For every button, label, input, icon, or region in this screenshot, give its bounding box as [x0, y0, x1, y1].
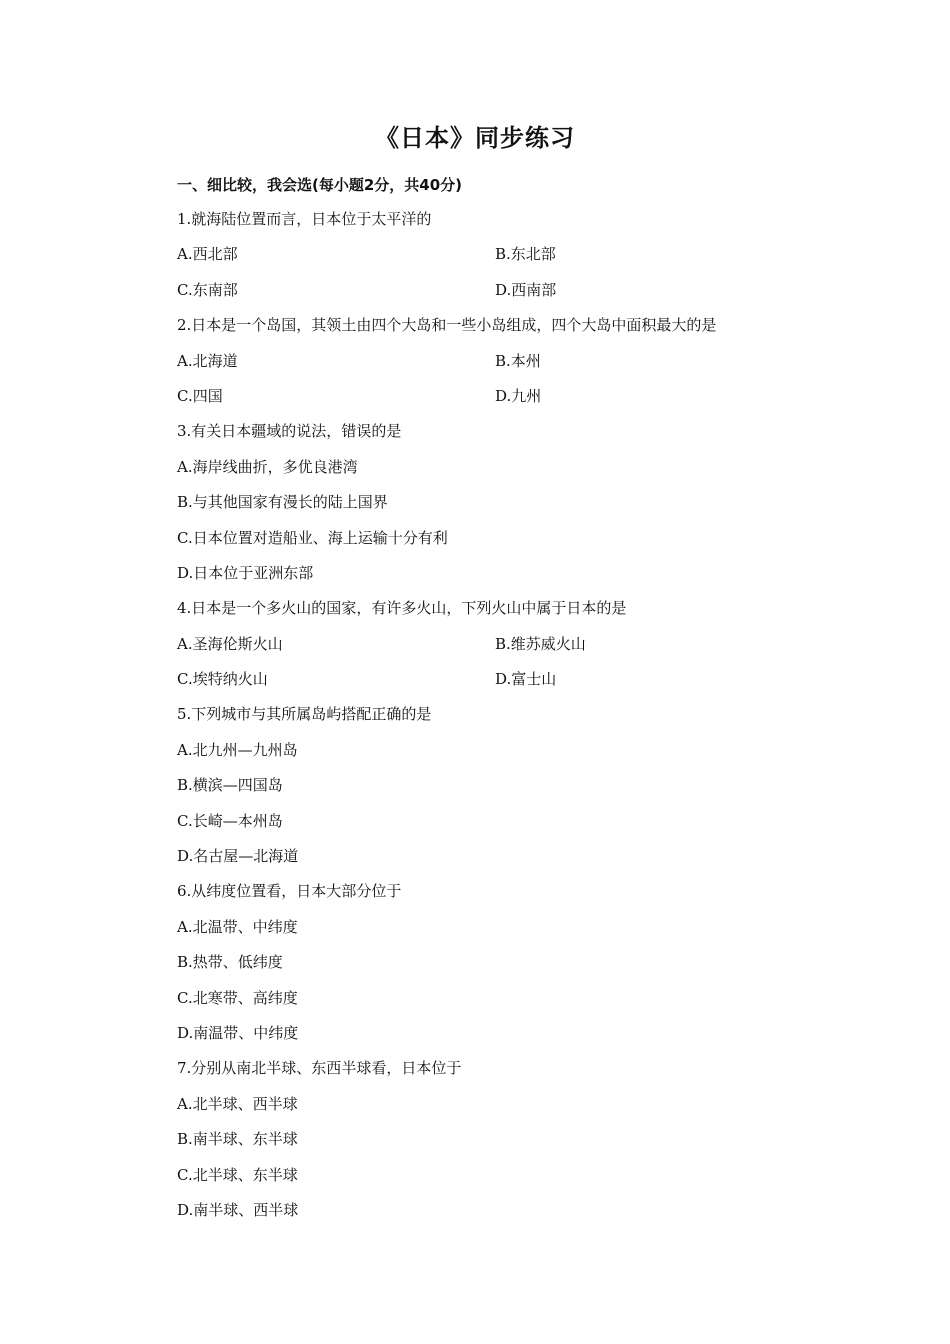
option: D.名古屋—北海道	[177, 847, 299, 866]
option: A.北半球、西半球	[177, 1094, 298, 1113]
option: B.东北部	[495, 245, 556, 264]
option: D.西南部	[495, 280, 557, 299]
option-row	[177, 237, 817, 272]
option: D.南温带、中纬度	[177, 1023, 299, 1042]
question-stem: 1.就海陆位置而言，日本位于太平洋的	[177, 210, 432, 228]
option: A.北九州—九州岛	[177, 740, 298, 759]
option-row	[177, 273, 817, 308]
option: B.南半球、东半球	[177, 1130, 298, 1149]
question-stem: 7.分别从南北半球、东西半球看，日本位于	[177, 1059, 462, 1078]
question-stem: 4.日本是一个多火山的国家，有许多火山，下列火山中属于日本的是	[177, 599, 627, 618]
option: A.北海道	[177, 351, 238, 370]
document-title: 《日本》同步练习	[375, 124, 575, 152]
option: C.四国	[177, 386, 223, 405]
option: B.横滨—四国岛	[177, 776, 283, 795]
option-row	[177, 344, 817, 379]
option: C.东南部	[177, 280, 238, 299]
option: B.维苏威火山	[495, 634, 586, 653]
option: B.与其他国家有漫长的陆上国界	[177, 493, 388, 512]
option: D.富士山	[495, 670, 557, 689]
option: A.北温带、中纬度	[177, 917, 298, 936]
option-row	[177, 379, 817, 414]
section-heading: 一、细比较，我会选(每小题2分，共40分)	[177, 176, 463, 194]
option: C.日本位置对造船业、海上运输十分有利	[177, 528, 448, 547]
option-row	[177, 662, 817, 697]
question-stem: 2.日本是一个岛国，其领土由四个大岛和一些小岛组成，四个大岛中面积最大的是	[177, 316, 717, 335]
option: C.长崎—本州岛	[177, 811, 283, 830]
option: A.圣海伦斯火山	[177, 634, 283, 653]
question-stem: 5.下列城市与其所属岛屿搭配正确的是	[177, 705, 432, 724]
option: D.南半球、西半球	[177, 1200, 299, 1219]
question-stem: 6.从纬度位置看，日本大部分位于	[177, 882, 402, 901]
option: C.北半球、东半球	[177, 1165, 298, 1184]
option: A.西北部	[177, 245, 238, 264]
option: B.本州	[495, 351, 541, 370]
question-stem: 3.有关日本疆域的说法，错误的是	[177, 422, 402, 441]
option: D.九州	[495, 386, 542, 405]
option: B.热带、低纬度	[177, 953, 283, 972]
option-row	[177, 627, 817, 662]
option: C.北寒带、高纬度	[177, 988, 298, 1007]
option: A.海岸线曲折，多优良港湾	[177, 457, 358, 476]
option: D.日本位于亚洲东部	[177, 563, 314, 582]
question-list	[177, 202, 817, 1228]
option: C.埃特纳火山	[177, 670, 268, 689]
